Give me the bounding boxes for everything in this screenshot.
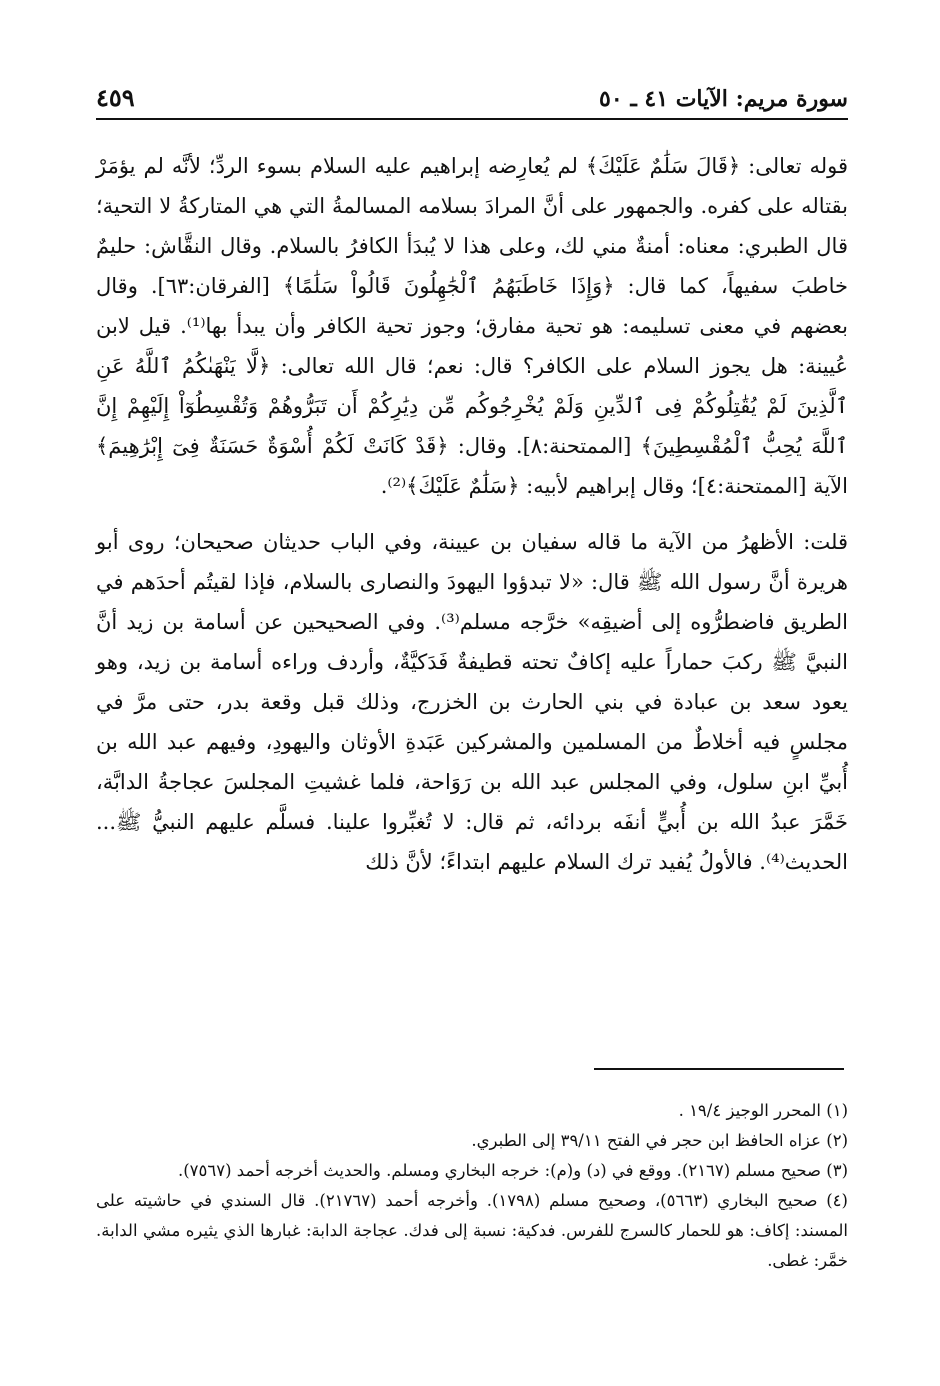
page-header	[96, 72, 848, 112]
footnote-3: (٣) صحيح مسلم (٢١٦٧). ووقع في (د) و(م): خرجه البخاري ومسلم. والحديث أخرجه أحمد (٧٥٦٧).	[177, 1161, 848, 1180]
header-rule	[96, 118, 848, 120]
running-title: سورة مريم: الآيات ٤١ ـ ٥٠	[599, 86, 848, 112]
main-text	[96, 146, 848, 882]
footnote-1: (١) المحرر الوجيز ١٩/٤ .	[678, 1101, 848, 1120]
footnote-2: (٢) عزاه الحافظ ابن حجر في الفتح ٣٩/١١ إلى الطبري.	[471, 1131, 848, 1150]
footnote-4: (٤) صحيح البخاري (٥٦٦٣)، وصحيح مسلم (١٧٩٨). وأخرجه أحمد (٢١٧٦٧). قال السندي في حاشيته على المسند: إكاف: هو للحمار كالسرج للفرس. فدكية: نسبة إلى فدك. عجاجة الدابة: غبارها الذي يثيره مشي الدابة. خمَّر: غطى.	[96, 1191, 848, 1270]
footnote-rule	[594, 1068, 844, 1070]
page-number: ٤٥٩	[96, 83, 135, 112]
paragraph-1: قوله تعالى: ﴿قَالَ سَلَٰمٌ عَلَيْكَ﴾ لم يُعارِضه إبراهيم عليه السلام بسوء الردِّ؛ لأنَّه لم يؤمَرْ بقتاله على كفره. والجمهور على أنَّ المرادَ بسلامه المسالمةُ التي هي المتاركةُ لا التحية؛ قال الطبري: معناه: أمنةٌ مني لك، وعلى هذا لا يُبدَأ الكافرُ بالسلام. وقال النقَّاش: حليمٌ خاطبَ سفيهاً، كما قال: ﴿وَإِذَا خَاطَبَهُمُ ٱلْجَٰهِلُونَ قَالُواْ سَلَٰمًا﴾ [الفرقان:٦٣]. وقال بعضهم في معنى تسليمه: هو تحية مفارق؛ وجوز تحية الكافر وأن يبدأ بها⁽¹⁾. قيل لابن عُيينة: هل يجوز السلام على الكافر؟ قال: نعم؛ قال الله تعالى: ﴿لَّا يَنْهَىٰكُمُ ٱللَّهُ عَنِ ٱلَّذِينَ لَمْ يُقَٰتِلُوكُمْ فِى ٱلدِّينِ وَلَمْ يُخْرِجُوكُم مِّن دِيَٰرِكُمْ أَن تَبَرُّوهُمْ وَتُقْسِطُوٓاْ إِلَيْهِمْ إِنَّ ٱللَّهَ يُحِبُّ ٱلْمُقْسِطِينَ﴾ [الممتحنة:٨]. وقال: ﴿قَدْ كَانَتْ لَكُمْ أُسْوَةٌ حَسَنَةٌ فِىٓ إِبْرَٰهِيمَ﴾ الآية [الممتحنة:٤]؛ وقال إبراهيم لأبيه: ﴿سَلَٰمٌ عَلَيْكَ﴾⁽²⁾.	[96, 154, 849, 498]
footnotes	[96, 1096, 848, 1276]
paragraph-2: قلت: الأظهرُ من الآية ما قاله سفيان بن عيينة، وفي الباب حديثان صحيحان؛ روى أبو هريرة أنَّ رسول الله ﷺ قال: «لا تبدؤوا اليهودَ والنصارى بالسلام، فإذا لقيتُم أحدَهم في الطريق فاضطرُّوه إلى أضيقِه» خرَّجه مسلم⁽³⁾. وفي الصحيحين عن أسامة بن زيد أنَّ النبيَّ ﷺ ركبَ حماراً عليه إكافٌ تحته قطيفةٌ فَدَكيَّةٌ، وأردف وراءه أسامة بن زيد، وهو يعود سعد بن عبادة في بني الحارث بن الخزرج، وذلك قبل وقعة بدر، حتى مرَّ في مجلسٍ فيه أخلاطٌ من المسلمين والمشركين عَبَدةِ الأوثان واليهودِ، وفيهم عبد الله بن أُبيِّ ابنِ سلول، وفي المجلس عبد الله بن رَوَاحة، فلما غشيتِ المجلسَ عجاجةُ الدابَّة، خَمَّرَ عبدُ الله بن أُبيٍّ أنفَه بردائه، ثم قال: لا تُغبِّروا علينا. فسلَّم عليهم النبيُّ ﷺ... الحديث⁽⁴⁾. فالأولُ يُفيد ترك السلام عليهم ابتداءً؛ لأنَّ ذلك	[96, 530, 848, 874]
